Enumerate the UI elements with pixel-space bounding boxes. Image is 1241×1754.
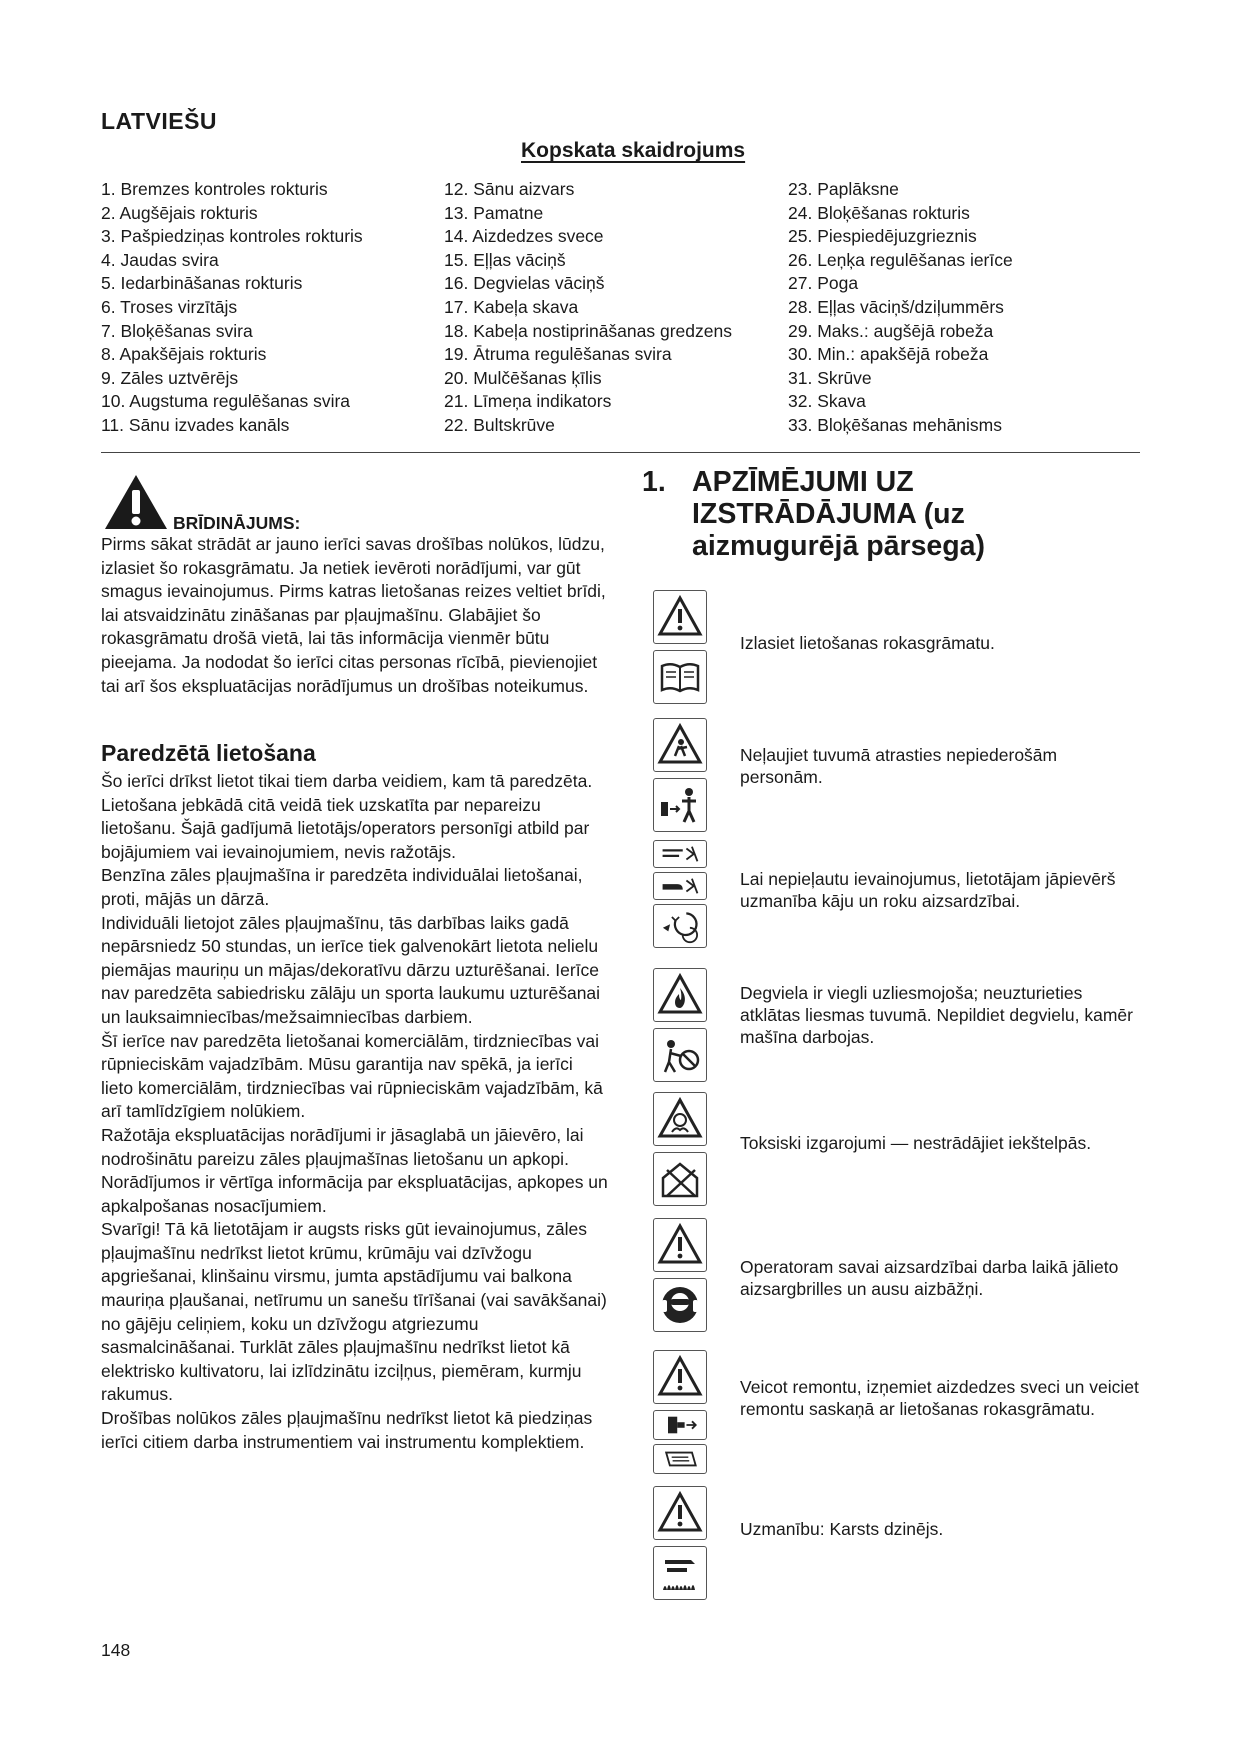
warning-icon — [653, 1218, 707, 1272]
foot-cut-icon — [653, 872, 707, 900]
legend-item: 20. Mulčēšanas ķīlis — [444, 367, 602, 388]
legend-item: 2. Augšējais rokturis — [101, 202, 258, 223]
legend-item: 7. Bloķēšanas svira — [101, 320, 253, 341]
legend-item: 11. Sānu izvades kanāls — [101, 414, 290, 435]
intended-use-body — [101, 770, 609, 1454]
legend-item: 9. Zāles uztvērējs — [101, 367, 239, 388]
heading-number: 1. — [642, 466, 666, 498]
warning-icon — [653, 1486, 707, 1540]
fire-warning-icon — [653, 968, 707, 1022]
legend-title: Kopskata skaidrojums — [521, 139, 746, 162]
legend-item: 22. Bultskrūve — [444, 414, 555, 435]
label-text-2: Neļaujiet tuvumā atrasties nepiederošām personām. — [740, 745, 1058, 787]
warning-triangle-icon — [103, 473, 169, 531]
no-refuel-running-icon — [653, 1028, 707, 1082]
legend-item: 25. Piespiedējuzgrieznis — [788, 226, 977, 247]
label-text-5: Toksiski izgarojumi — nestrādājiet iekštelpās. — [740, 1133, 1092, 1153]
legend-item: 3. Pašpiedziņas kontroles rokturis — [101, 226, 363, 247]
no-indoor-icon — [653, 1152, 707, 1206]
page-number: 148 — [101, 1640, 131, 1660]
legend-item: 30. Min.: apakšējā robeža — [788, 344, 989, 365]
paragraph: Šī ierīce nav paredzēta lietošanai komerciālām, tirdzniecības vai rūpnieciskām vajadzībām. Mūsu garantija nav spēkā, ja ierīci lieto komerciālām, tirdzniecības vai rūpnieciskām vajadzībām, kā arī tamlīdzīgiem nolūkiem. — [101, 1030, 603, 1122]
rotating-blade-icon — [653, 904, 707, 948]
legend-item: 32. Skava — [788, 391, 866, 412]
label-icons-3 — [653, 840, 713, 954]
legend-item: 14. Aizdedzes svece — [444, 226, 604, 247]
label-text-6: Operatoram savai aizsardzībai darba laikā jālieto aizsargbrilles un ausu aizbāžņi. — [740, 1257, 1119, 1299]
legend-item: 15. Eļļas vāciņš — [444, 249, 566, 270]
legend-column-2 — [444, 178, 732, 438]
legend-item: 8. Apakšējais rokturis — [101, 344, 267, 365]
warning-text: Pirms sākat strādāt ar jauno ierīci savas drošības nolūkos, lūdzu, izlasiet šo rokasgrāmatu. Ja netiek ievēroti norādījumi, var gūt smagus ievainojumus. Pirms katras lietošanas reizes veltiet brīdi, lai atsvaidzinātu zināšanas par pļaujmašīnu. Glabājiet šo rokasgrāmatu drošā vietā, lai tās informācija vienmēr būtu pieejama. Ja nododat šo ierīci citas personas rīcībā, pievienojiet tai arī šos ekspluatācijas norādījumus un drošības noteikumus. — [101, 534, 606, 696]
hand-cut-icon — [653, 840, 707, 868]
section-divider — [101, 452, 1140, 453]
intended-use-heading: Paredzētā lietošana — [101, 740, 316, 766]
paragraph: Svarīgi! Tā kā lietotājam ir augsts risks gūt ievainojumus, zāles pļaujmašīnu nedrīkst lietot krūmu, krūmāju vai dzīvžogu apgriešanai, klinšainu virsmu, jumta apstādījumu vai balkona mauriņa pļaušanai, netīrumu un sanešu tīrīšanai (vai savākšanai) no gājēju celiņiem, koku un dzīvžogu atgriezumu sasmalcināšanai. Turklāt zāles pļaujmašīnu nedrīkst lietot kā elektrisko kultivatoru, lai izlīdzinātu izciļņus, piemēram, kurmju rakumus. — [101, 1219, 607, 1405]
legend-item: 19. Ātruma regulēšanas svira — [444, 344, 672, 365]
label-icons-8 — [653, 1486, 713, 1606]
label-icons-1 — [653, 590, 713, 710]
product-labels-heading — [642, 466, 985, 562]
label-icons-7 — [653, 1350, 713, 1480]
legend-item: 10. Augstuma regulēšanas svira — [101, 391, 351, 412]
legend-item: 23. Paplāksne — [788, 179, 899, 199]
legend-item: 16. Degvielas vāciņš — [444, 273, 605, 294]
paragraph: Šo ierīci drīkst lietot tikai tiem darba veidiem, kam tā paredzēta. Lietošana jebkādā citā veidā tiek uzskatīta par nepareizu lietošanu. Šajā gadījumā lietotājs/operators personīgi atbild par bojājumiem vai ievainojumiem, nevis ražotājs. — [101, 771, 593, 862]
legend-item: 27. Poga — [788, 273, 859, 294]
legend-item: 13. Pamatne — [444, 202, 544, 223]
warning-title: BRĪDINĀJUMS: — [173, 513, 301, 533]
warning-icon — [653, 1350, 707, 1404]
bystander-warning-icon — [653, 718, 707, 772]
legend-item: 31. Skrūve — [788, 367, 872, 388]
hot-surface-icon — [653, 1546, 707, 1600]
legend-item: 1. Bremzes kontroles rokturis — [101, 179, 328, 199]
heading-line: aizmugurējā pārsega) — [692, 530, 986, 562]
legend-item: 21. Līmeņa indikators — [444, 391, 612, 412]
label-text-1: Izlasiet lietošanas rokasgrāmatu. — [740, 633, 995, 653]
manual-book-icon — [653, 650, 707, 704]
legend-item: 24. Bloķēšanas rokturis — [788, 202, 970, 223]
legend-item: 4. Jaudas svira — [101, 249, 219, 270]
legend-item: 33. Bloķēšanas mehānisms — [788, 414, 1002, 435]
legend-column-1 — [101, 178, 363, 438]
legend-item: 6. Troses virzītājs — [101, 296, 238, 317]
label-icons-2 — [653, 718, 713, 838]
keep-distance-icon — [653, 778, 707, 832]
label-icons-5 — [653, 1092, 713, 1212]
spark-plug-icon — [653, 1410, 707, 1440]
legend-column-3 — [788, 178, 1013, 438]
legend-item: 29. Maks.: augšējā robeža — [788, 320, 994, 341]
manual-icon — [653, 1444, 707, 1474]
paragraph: Ražotāja ekspluatācijas norādījumi ir jāsaglabā un jāievēro, lai nodrošinātu pareizu zāles pļaujmašīnas lietošanu un apkopi. Norādījumos ir vērtīga informācija par ekspluatācijas, apkopes un apkalpošanas nosacījumiem. — [101, 1124, 608, 1216]
label-icons-6 — [653, 1218, 713, 1338]
label-icons-4 — [653, 968, 713, 1088]
legend-item: 17. Kabeļa skava — [444, 296, 579, 317]
legend-item: 18. Kabeļa nostiprināšanas gredzens — [444, 320, 732, 341]
label-text-4: Degviela ir viegli uzliesmojoša; neuzturieties atklātas liesmas tuvumā. Nepildiet degvielu, kamēr mašīna darbojas. — [740, 983, 1133, 1047]
label-text-8: Uzmanību: Karsts dzinējs. — [740, 1519, 944, 1539]
heading-line: APZĪMĒJUMI UZ — [692, 466, 914, 498]
legend-item: 28. Eļļas vāciņš/dziļummērs — [788, 296, 1004, 317]
toxic-fumes-icon — [653, 1092, 707, 1146]
warning-icon — [653, 590, 707, 644]
label-text-7: Veicot remontu, izņemiet aizdedzes sveci un veiciet remontu saskaņā ar lietošanas rokasgrāmatu. — [740, 1377, 1139, 1419]
legend-item: 26. Leņķa regulēšanas ierīce — [788, 249, 1013, 270]
legend-item: 12. Sānu aizvars — [444, 179, 575, 199]
legend-item: 5. Iedarbināšanas rokturis — [101, 273, 303, 294]
paragraph: Benzīna zāles pļaujmašīna ir paredzēta individuālai lietošanai, proti, mājās un dārzā. — [101, 865, 583, 909]
heading-line: IZSTRĀDĀJUMA (uz — [692, 498, 965, 530]
language-title: LATVIEŠU — [101, 108, 218, 134]
goggles-earmuffs-icon — [653, 1278, 707, 1332]
label-text-3: Lai nepieļautu ievainojumus, lietotājam jāpievērš uzmanība kāju un roku aizsardzībai. — [740, 869, 1116, 911]
paragraph: Drošības nolūkos zāles pļaujmašīnu nedrīkst lietot kā piedziņas ierīci citiem darba instrumentiem vai instrumentu komplektiem. — [101, 1408, 593, 1452]
paragraph: Individuāli lietojot zāles pļaujmašīnu, tās darbības laiks gadā nepārsniedz 50 stundas, un ierīce tiek galvenokārt lietota nelielu piemājas mauriņu un mājas/dekoratīvu dārzu uzturēšanai. Ierīce nav paredzēta sabiedrisku zālāju un sporta laukumu uzturēšanai un lauksaimniecības/mežsaimniecības darbiem. — [101, 912, 601, 1027]
